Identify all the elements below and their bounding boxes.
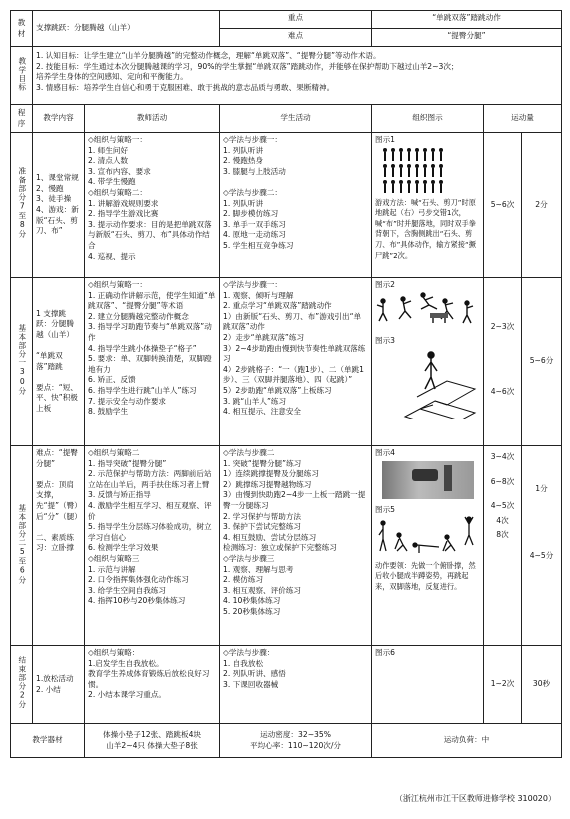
- objectives-cell: [33, 47, 562, 105]
- section-1-content-text: 1、课堂常规 2、慢跑 3、徒手操 4、游戏：新版“石头、剪刀、布”: [36, 173, 79, 236]
- section-4-student: [220, 646, 372, 724]
- section-3-minutes-text: 1分: [535, 484, 548, 493]
- section-4-teacher: [85, 646, 220, 724]
- vault-sequence-figure: [375, 291, 479, 325]
- figure-6-title: 图示6: [375, 648, 396, 657]
- key-value: “单跳双落”踏跳动作: [432, 13, 501, 22]
- equipment-label: 教学器材: [32, 735, 63, 745]
- material-cell: [33, 11, 220, 47]
- key-label-cell: [220, 11, 372, 29]
- col-diagram-label: 组织图示: [412, 113, 443, 123]
- section-1-procedure: [11, 133, 33, 278]
- section-3-procedure-text: 基本部分二5至6分: [17, 503, 27, 584]
- col-teacher-label: 教师活动: [136, 113, 168, 123]
- section-3-minutes: [522, 446, 562, 646]
- section-4-content: [33, 646, 85, 724]
- section-3-teacher-text: ◇组织与策略二 1. 指导突破“提臀分腿” 2. 示范保护与帮助方法：两脚前后站立站在山羊后，两手扶住练习者上臂 3. 反馈与矫正指导 4. 激励学生相互学习、相互观察、评价 5. 指导学生分层练习体验成功，树立学习自信心 6. 检测学生学习效果 ◇组织与策略三 1. 示范与讲解 2. 口令指挥集体强化动作练习 3. 给学生空间自我练习 4. 指挥10秒与20秒集体练习: [88, 448, 212, 606]
- figure-1-title: 图示1: [375, 135, 396, 144]
- section-1-times: [484, 133, 522, 278]
- objectives-label-cell: [11, 47, 33, 105]
- col-content: [33, 105, 85, 133]
- section-2-teacher-text: ◇组织与策略一： 1. 正确动作讲解示范，使学生知道“单跳双落”、“提臀分腿”等术语 2. 建立分腿腾越完整动作概念 3. 指导学习助跑节奏与“单跳双落”动作 4. 指导学生跳小体操垫子“格子” 5. 要求：单、双脚转换清楚，双脚蹬地有力 6. 矫正、反馈 6. 指导学生进行跳“山羊人”练习 7. 提示安全与动作要求 8. 鼓励学生: [88, 280, 216, 417]
- load-cell: [372, 724, 562, 758]
- section-4-minutes: [522, 646, 562, 724]
- section-3-content-text: 难点：“提臀分腿” 要点：顶肩支撑，先“提”（臀）后“分”（腿） 二、素质练习：立卧撑: [36, 448, 82, 553]
- section-1-student-text: ◇学法与步骤一： 1. 列队听讲 2. 慢跑热身 3. 膝腿与上肢活动 ◇学法与步骤二： 1. 列队听讲 2. 脚步模仿练习 3. 单手一双手练习 4. 原地一走动练习 5. 学生相互竞争练习: [223, 135, 294, 250]
- col-teacher: [85, 105, 220, 133]
- section-3-content: [33, 446, 85, 646]
- col-diagram: [372, 105, 484, 133]
- section-4-student-text: ◇学法与步骤： 1. 自我放松 2. 列队听讲、感悟 3. 下课回收器械: [223, 648, 286, 689]
- section-1-minutes: [522, 133, 562, 278]
- col-load-label: 运动量: [511, 113, 534, 123]
- figure-5-caption: 动作要领：先做一个俯卧撑，然后收小腿成半蹲姿势，再跳起来，双脚落地，反复进行。: [375, 560, 476, 591]
- section-4-procedure: [11, 646, 33, 724]
- section-1-content: [33, 133, 85, 278]
- objective-line-1: 1. 认知目标：让学生建立“山羊分腿腾越”的完整动作概念，理解“单跳双落”、“提臀分腿”等动作术语。: [36, 51, 381, 60]
- section-3-times-d-text: 4次: [496, 515, 509, 525]
- equipment-label-cell: [11, 724, 85, 758]
- material-text: 支撑跳跃：分腿腾越（山羊）: [36, 23, 135, 33]
- section-4-minutes-text: 30秒: [532, 679, 551, 689]
- section-1-teacher-text: ◇组织与策略一： 1. 师生问好 2. 清点人数 3. 宣布内容、要求 4. 带学生慢跑 ◇组织与策略二： 1. 讲解游戏规则要求 2. 指导学生游戏比赛 3. 提示动作要求：目的是把单跳双落与新版“石头、剪刀、布”具体动作结合 4. 巡视、提示: [88, 135, 212, 261]
- objectives-label: 教学目标: [17, 56, 27, 91]
- section-1-teacher: [85, 133, 220, 278]
- section-3-diagram: [372, 446, 484, 646]
- section-2-procedure-text: 基本部分一30分: [17, 323, 27, 396]
- objective-line-4: 3. 情感目标：培养学生自信心和勇于克服困难、敢于挑战的意志品质与勇敢、果断精神。: [36, 82, 335, 92]
- section-2-procedure: [11, 278, 33, 446]
- section-2-minutes-text: 5~6分: [529, 356, 554, 366]
- section-3-times-e-text: 8次: [496, 530, 509, 540]
- section-3-times-b-text: 6~8次: [490, 476, 515, 486]
- difficulty-value: “提臀分腿”: [447, 31, 486, 40]
- key-label: 重点: [287, 13, 304, 22]
- section-4-teacher-text: ◇组织与策略： 1.启发学生自我放松。 教育学生养成体育锻炼后放松良好习惯。 2. 小结本课学习重点。: [88, 648, 210, 700]
- section-3-student: [220, 446, 372, 646]
- hopscotch-grid-figure: [375, 347, 479, 419]
- section-1-times-text: 5~6次: [490, 199, 515, 209]
- figure-5-title: 图示5: [375, 504, 396, 514]
- difficulty-value-cell: [372, 29, 562, 47]
- section-3-procedure: [11, 446, 33, 646]
- section-2-student: [220, 278, 372, 446]
- section-2-minutes: [522, 278, 562, 446]
- lesson-plan-table: [10, 10, 562, 758]
- col-procedure-label: 程序: [17, 107, 26, 128]
- col-student: [220, 105, 372, 133]
- section-3-times: [484, 446, 522, 646]
- section-2-teacher: [85, 278, 220, 446]
- section-4-procedure-text: 结束部分2分: [17, 656, 27, 710]
- section-3-teacher: [85, 446, 220, 646]
- section-2-times-text: 2~3次: [490, 322, 515, 331]
- section-2-content: [33, 278, 85, 446]
- section-3-student-text: ◇学法与步骤二 1. 突破“提臀分腿”练习 1）连续跳撑提臀及分腿练习 2）跳撑练习提臀越物练习 3）由慢到快助跑2~4步一上板一踏跳一提臀一分腿练习 2. 学习保护与帮助方法 3. 保护下尝试完整练习 4. 相互鼓励、尝试分层练习 检测练习：独立或保护下完整练习 ◇学法与步骤三 1. 观察、理解与思考 2. 模仿练习 3. 相互观察、评价练习 4. 10秒集体练习 5. 20秒集体练习: [223, 448, 366, 616]
- difficulty-label-cell: [220, 29, 372, 47]
- load-text: 运动负荷：中: [443, 735, 490, 745]
- footer-source: （浙江杭州市江干区教师进修学校 310020）: [394, 794, 556, 803]
- section-1-minutes-text: 2分: [535, 199, 548, 209]
- spotting-photo: [382, 461, 474, 499]
- section-4-diagram: [372, 646, 484, 724]
- section-3-times-text: 3~4次: [490, 452, 515, 461]
- col-procedure: [11, 105, 33, 133]
- figure-4-title: 图示4: [375, 448, 396, 457]
- section-1-procedure-text: 准备部分7至8分: [17, 167, 27, 239]
- section-2-content-text: 1 支撑跳跃：分腿腾越（山羊） “单跳双落”踏跳 要点：“短、平、快”积极上板: [36, 308, 78, 413]
- objective-line-3: 培养学生身体的空间感知、定向和平衡能力。: [36, 72, 188, 82]
- col-content-label: 教学内容: [43, 113, 74, 123]
- section-1-student: [220, 133, 372, 278]
- burpee-sequence-figure: [375, 515, 479, 557]
- equipment-text: 体操小垫子12张、踏跳板4块 山羊2~4只 体操大垫子8张: [102, 729, 202, 750]
- figure-3-title: 图示3: [375, 336, 396, 346]
- figure-1-formation: [375, 148, 480, 194]
- section-3-minutes-b-text: 4~5分: [529, 550, 554, 560]
- key-value-cell: [372, 11, 562, 29]
- section-2-times: [484, 278, 522, 446]
- figure-1-caption: 游戏方法：喊“石头、剪刀”时原地跳起（右）弓步交错1次，喊“布”时并腿落地，同时双手拳背朝下，含胸侧跳出“石头、剪刀、布”具体动作，输方紧接“撅尸跳”2次。: [375, 197, 476, 260]
- col-load: [484, 105, 562, 133]
- material-label-cell: [11, 11, 33, 47]
- material-label: 教材: [17, 17, 26, 38]
- figure-2-title: 图示2: [375, 280, 396, 289]
- section-3-times-c-text: 4~5次: [490, 501, 515, 511]
- section-2-student-text: ◇学法与步骤一： 1. 观察、倾听与理解 2. 重点学习“单跳双落”踏跳动作 1）由新版“石头、剪刀、布”游戏引出“单跳双落”动作 2）走步“单跳双落”练习 3）2~4步助跑由慢到快节奏性单跳双落练习 4）2步跳格子：“一（跑1步）、二（单跳1步）、三（双脚并腿落地）、四（起跳）” 5）2步助跑“单跳双落”上板练习 3. 跳“山羊人”练习 4. 相互提示、注意安全: [223, 280, 366, 417]
- difficulty-label: 难点: [287, 31, 304, 40]
- density-text: 运动密度：32~35% 平均心率：110~120次/分: [249, 729, 342, 750]
- section-4-times: [484, 646, 522, 724]
- equipment-cell: [85, 724, 220, 758]
- col-student-label: 学生活动: [280, 113, 311, 123]
- section-4-times-text: 1~2次: [490, 679, 515, 689]
- section-1-diagram: [372, 133, 484, 278]
- section-2-diagram: [372, 278, 484, 446]
- density-cell: [220, 724, 372, 758]
- section-4-content-text: 1.放松活动 2. 小结: [36, 673, 74, 694]
- objective-line-2: 2. 技能目标：学生通过本次分腿腾越课的学习，90%的学生掌握“单跳双落”踏跳动作，并能够在保护帮助下越过山羊2~3次；: [36, 61, 459, 71]
- section-2-times-b-text: 4~6次: [490, 386, 515, 396]
